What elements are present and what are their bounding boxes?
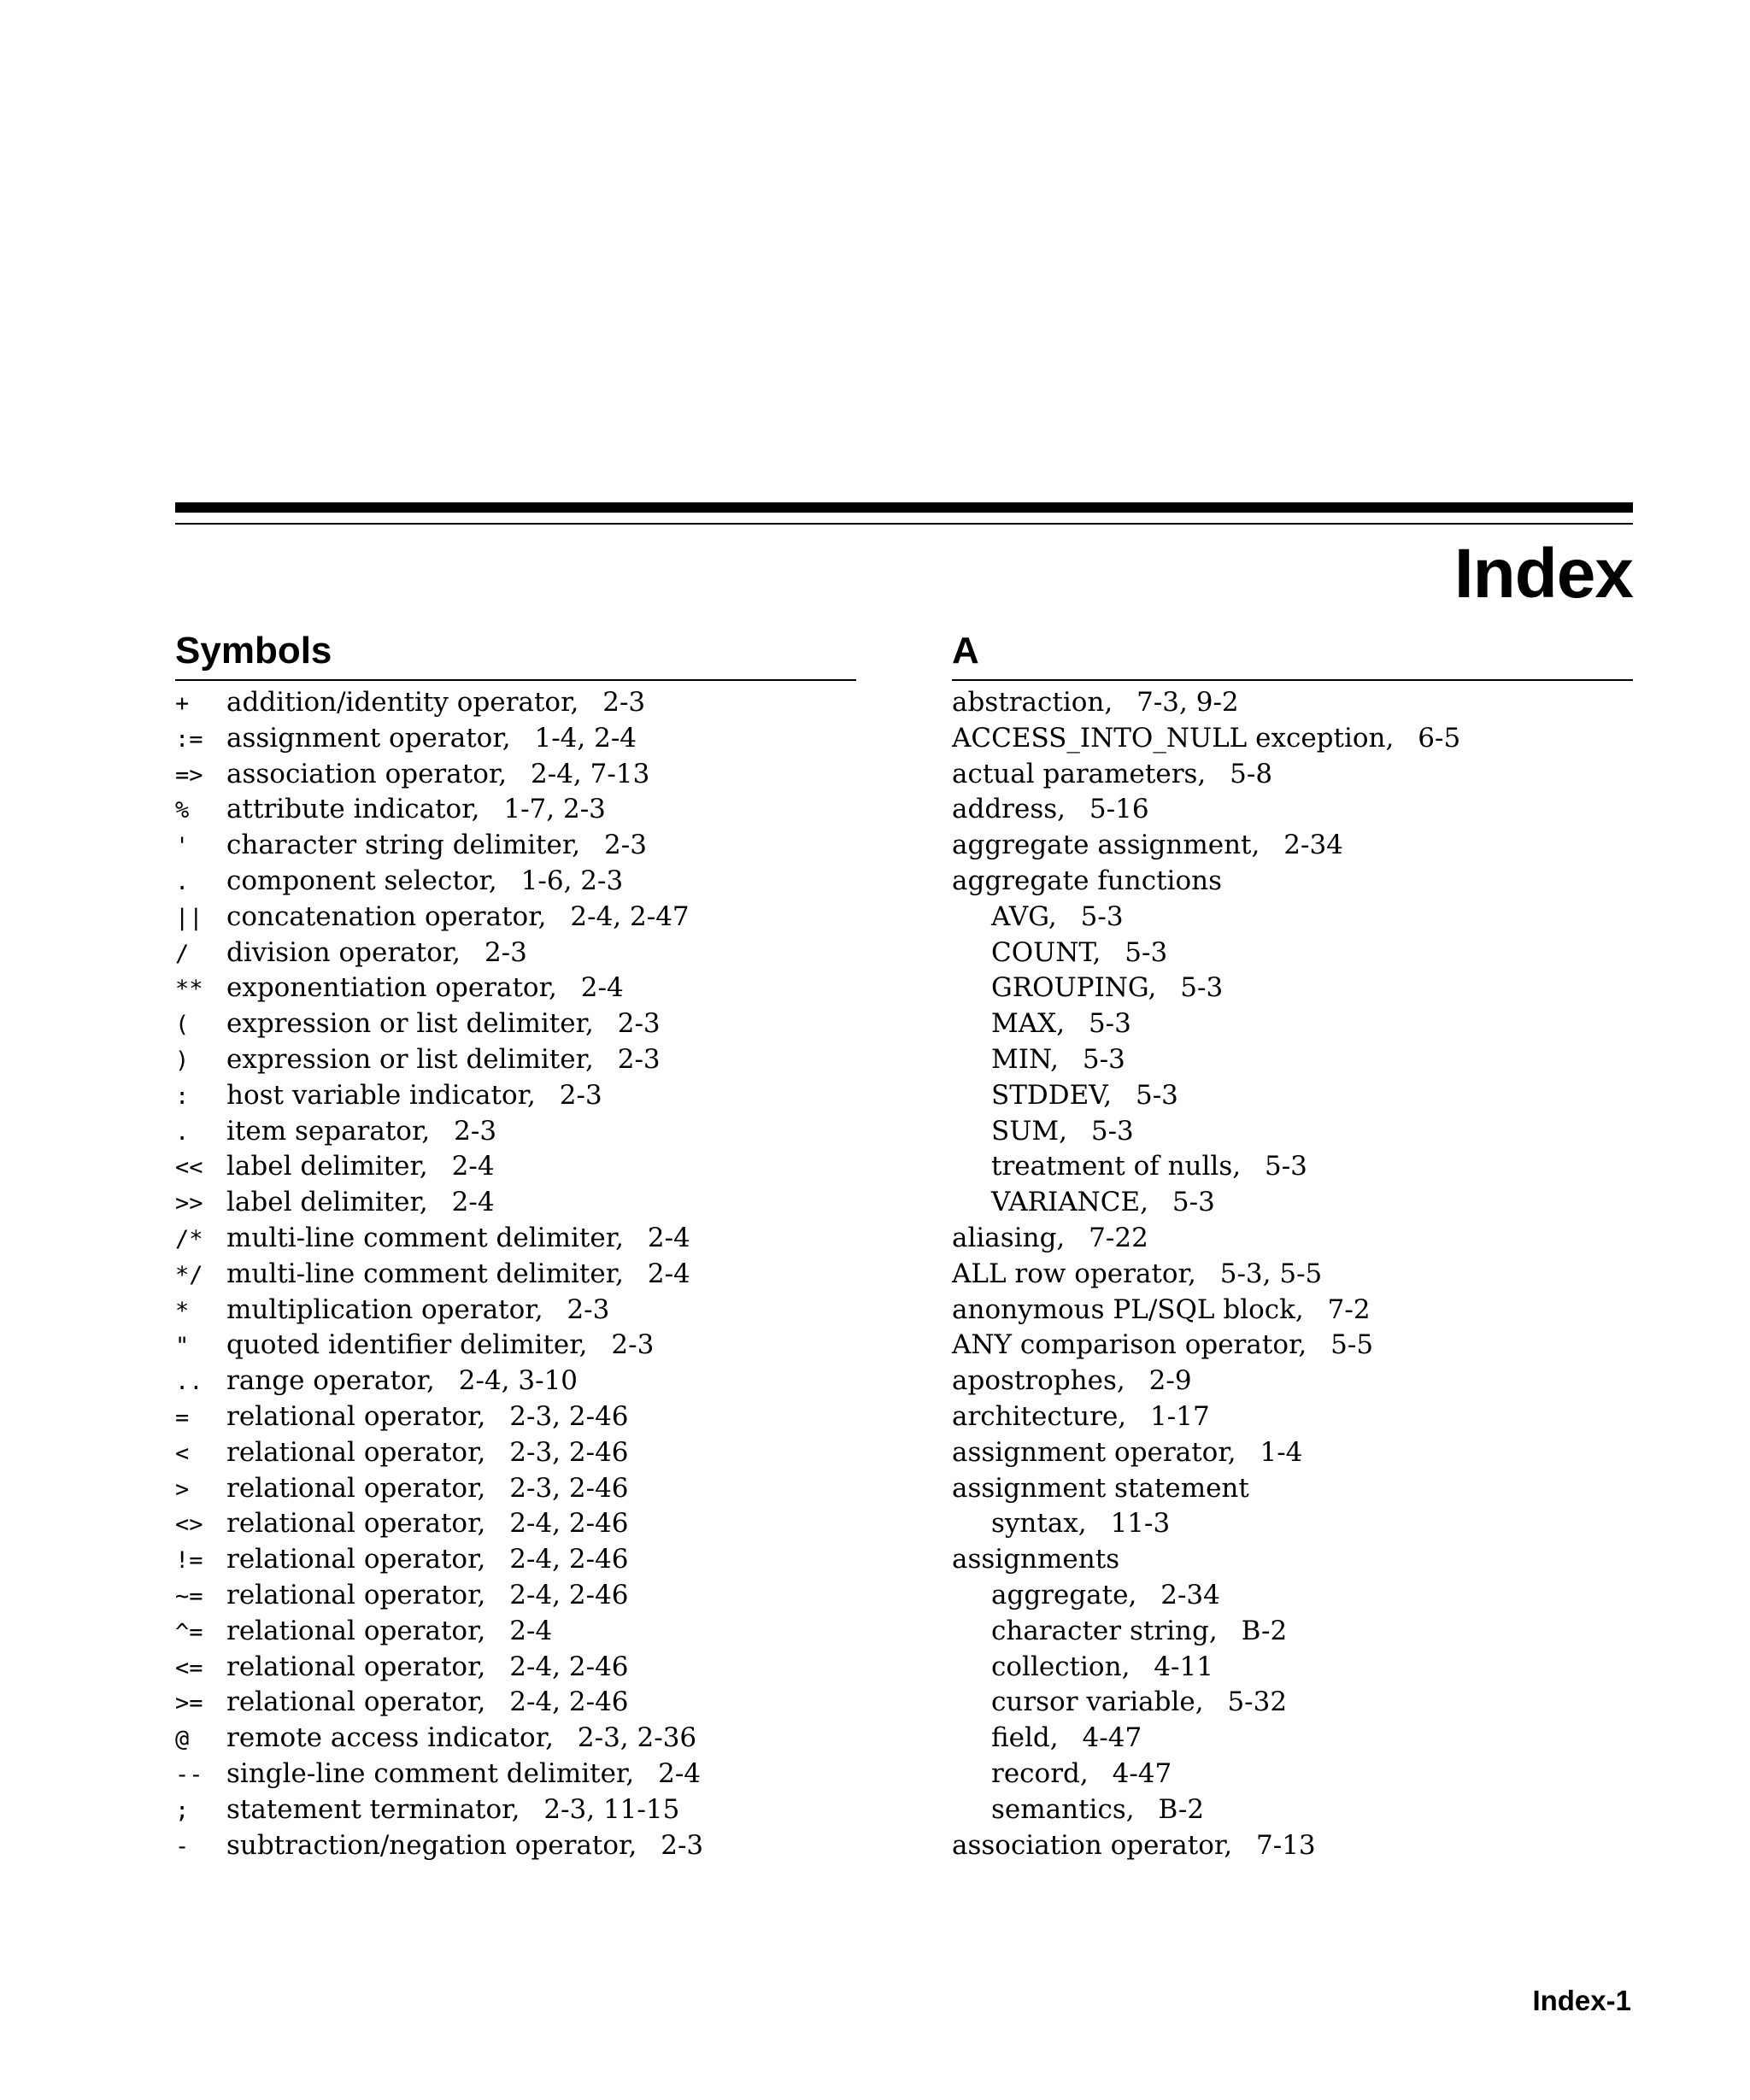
entry-symbol: << xyxy=(175,1154,203,1182)
index-entry xyxy=(175,1506,856,1542)
entry-pages: 5-3 xyxy=(1090,1115,1134,1147)
index-subentry xyxy=(952,1078,1633,1114)
index-entry xyxy=(175,1078,856,1114)
entry-pages: 5-3 xyxy=(1264,1151,1307,1182)
entry-pages: 2-4, 2-46 xyxy=(509,1544,629,1575)
entry-term: character string delimiter, xyxy=(226,830,581,861)
entry-pages: 2-3, 2-46 xyxy=(509,1436,629,1468)
index-entry xyxy=(175,864,856,900)
entry-term: aggregate, xyxy=(991,1579,1137,1610)
entry-pages: 2-4 xyxy=(451,1187,495,1218)
entry-term: label delimiter, xyxy=(226,1151,428,1182)
entry-pages: 2-4 xyxy=(509,1615,553,1646)
index-entry xyxy=(175,1221,856,1257)
entry-term: aggregate assignment, xyxy=(952,830,1260,861)
index-entry xyxy=(952,1471,1633,1507)
entry-pages: 1-4 xyxy=(1260,1436,1303,1468)
entry-term: quoted identifier delimiter, xyxy=(226,1329,588,1361)
index-entry xyxy=(175,792,856,828)
entry-symbol: : xyxy=(175,1082,190,1110)
entry-term: exponentiation operator, xyxy=(226,972,557,1004)
index-subentry xyxy=(952,1114,1633,1150)
entry-pages: 2-3 xyxy=(559,1079,602,1111)
index-entry xyxy=(175,1650,856,1686)
index-entry xyxy=(175,1578,856,1614)
entry-term: relational operator, xyxy=(226,1544,486,1575)
entry-symbol: . xyxy=(175,1118,190,1146)
index-subentry xyxy=(952,1614,1633,1650)
entry-symbol: .. xyxy=(175,1369,203,1396)
entry-term: multi-line comment delimiter, xyxy=(226,1222,624,1253)
entry-term: anonymous PL/SQL block, xyxy=(952,1293,1304,1325)
entry-symbol: ' xyxy=(175,833,190,860)
entry-term: multiplication operator, xyxy=(226,1293,543,1325)
entry-term: architecture, xyxy=(952,1400,1127,1432)
index-subentry xyxy=(952,1185,1633,1221)
entry-term: record, xyxy=(991,1757,1089,1789)
entry-term: MAX, xyxy=(991,1008,1066,1040)
entry-symbol: >> xyxy=(175,1190,203,1217)
section-rule xyxy=(952,679,1633,681)
index-subentry xyxy=(952,1006,1633,1042)
entry-pages: B-2 xyxy=(1241,1615,1288,1646)
index-entry xyxy=(175,685,856,721)
entry-pages: B-2 xyxy=(1158,1793,1205,1825)
index-entry xyxy=(952,721,1633,757)
entry-term: range operator, xyxy=(226,1365,435,1397)
index-entry xyxy=(175,1114,856,1150)
entry-pages: 5-3 xyxy=(1082,1043,1125,1075)
entry-term: attribute indicator, xyxy=(226,794,480,825)
entry-term: host variable indicator, xyxy=(226,1079,536,1111)
index-subentry xyxy=(952,1650,1633,1686)
entry-pages: 2-4 xyxy=(647,1258,690,1289)
entry-term: expression or list delimiter, xyxy=(226,1043,594,1075)
index-entry xyxy=(952,828,1633,864)
entry-pages: 1-4, 2-4 xyxy=(534,722,637,754)
entry-symbol: <> xyxy=(175,1511,203,1539)
entry-pages: 1-6, 2-3 xyxy=(520,865,624,896)
entry-term: aggregate functions xyxy=(952,865,1222,896)
entry-term: assignment operator, xyxy=(952,1436,1236,1468)
entry-pages: 11-3 xyxy=(1110,1508,1171,1540)
entry-term: treatment of nulls, xyxy=(991,1151,1242,1182)
entry-term: STDDEV, xyxy=(991,1079,1113,1111)
index-entry xyxy=(175,1399,856,1435)
entry-pages: 2-3, 2-36 xyxy=(577,1722,697,1754)
entry-term: ANY comparison operator, xyxy=(952,1329,1307,1361)
entry-symbol: > xyxy=(175,1475,190,1503)
entry-term: relational operator, xyxy=(226,1400,486,1432)
index-entry xyxy=(175,1757,856,1792)
entry-term: expression or list delimiter, xyxy=(226,1008,594,1040)
title-rule-thick xyxy=(175,502,1633,513)
entry-pages: 2-3 xyxy=(617,1043,661,1075)
entry-term: aliasing, xyxy=(952,1222,1066,1253)
index-entry xyxy=(952,1221,1633,1257)
index-entry xyxy=(175,1435,856,1471)
entry-symbol: := xyxy=(175,725,203,753)
entry-term: SUM, xyxy=(991,1115,1067,1147)
entry-pages: 5-3 xyxy=(1088,1008,1131,1040)
index-entry xyxy=(175,1721,856,1757)
entry-term: field, xyxy=(991,1722,1059,1754)
entry-pages: 7-2 xyxy=(1327,1293,1371,1325)
a-section xyxy=(952,628,1633,1863)
entry-term: collection, xyxy=(991,1651,1130,1682)
index-entry xyxy=(952,1542,1633,1578)
section-heading-symbols: Symbols xyxy=(175,630,332,672)
entry-term: address, xyxy=(952,794,1066,825)
index-entry xyxy=(175,936,856,971)
index-entry xyxy=(175,1792,856,1828)
index-entry xyxy=(175,721,856,757)
index-entry xyxy=(175,900,856,936)
entry-pages: 2-3 xyxy=(484,936,527,968)
entry-symbol: /* xyxy=(175,1225,203,1252)
index-entry xyxy=(952,685,1633,721)
entry-term: relational operator, xyxy=(226,1436,486,1468)
entry-symbol: */ xyxy=(175,1261,203,1288)
entry-symbol: " xyxy=(175,1333,190,1360)
entry-pages: 2-4, 2-46 xyxy=(509,1651,629,1682)
index-entry xyxy=(175,1364,856,1399)
entry-pages: 2-4, 7-13 xyxy=(531,758,650,789)
entry-pages: 7-3, 9-2 xyxy=(1136,687,1239,718)
page-number: Index-1 xyxy=(1532,1985,1631,2016)
entry-symbol: % xyxy=(175,797,190,824)
entry-symbol: . xyxy=(175,868,190,895)
entry-term: item separator, xyxy=(226,1115,431,1147)
entry-term: MIN, xyxy=(991,1043,1059,1075)
entry-pages: 5-32 xyxy=(1227,1686,1288,1718)
entry-symbol: / xyxy=(175,940,190,967)
entry-pages: 2-4 xyxy=(451,1151,495,1182)
index-subentry xyxy=(952,1721,1633,1757)
entry-pages: 2-34 xyxy=(1160,1579,1220,1610)
entry-term: apostrophes, xyxy=(952,1365,1125,1397)
index-entry xyxy=(175,1006,856,1042)
index-entry xyxy=(175,1685,856,1721)
entry-term: single-line comment delimiter, xyxy=(226,1757,635,1789)
index-subentry xyxy=(952,971,1633,1006)
symbols-entry-list xyxy=(175,685,856,1863)
index-entry xyxy=(175,1185,856,1221)
entry-pages: 2-3 xyxy=(602,687,646,718)
entry-term: relational operator, xyxy=(226,1472,486,1504)
entry-term: AVG, xyxy=(991,900,1057,932)
entry-pages: 2-4, 3-10 xyxy=(458,1365,578,1397)
entry-pages: 2-4, 2-46 xyxy=(509,1686,629,1718)
entry-pages: 4-47 xyxy=(1112,1757,1172,1789)
index-subentry xyxy=(952,1506,1633,1542)
entry-term: semantics, xyxy=(991,1793,1135,1825)
entry-symbol: < xyxy=(175,1440,190,1467)
entry-pages: 2-3, 2-46 xyxy=(509,1400,629,1432)
index-entry xyxy=(952,1328,1633,1364)
entry-pages: 2-3 xyxy=(617,1008,661,1040)
entry-term: COUNT, xyxy=(991,936,1101,968)
entry-term: subtraction/negation operator, xyxy=(226,1829,637,1861)
entry-pages: 2-3, 11-15 xyxy=(543,1793,680,1825)
entry-term: assignments xyxy=(952,1544,1120,1575)
index-entry xyxy=(175,1042,856,1078)
entry-symbol: >= xyxy=(175,1690,203,1717)
index-subentry xyxy=(952,936,1633,971)
entry-pages: 5-3 xyxy=(1125,936,1168,968)
index-subentry xyxy=(952,1685,1633,1721)
entry-pages: 1-7, 2-3 xyxy=(503,794,606,825)
entry-symbol: ** xyxy=(175,976,203,1003)
index-entry xyxy=(175,1471,856,1507)
entry-term: division operator, xyxy=(226,936,461,968)
entry-symbol: || xyxy=(175,904,203,931)
index-entry xyxy=(952,1435,1633,1471)
index-entry xyxy=(175,1614,856,1650)
entry-term: concatenation operator, xyxy=(226,900,547,932)
entry-pages: 2-4 xyxy=(647,1222,690,1253)
entry-pages: 5-3 xyxy=(1080,900,1124,932)
entry-term: relational operator, xyxy=(226,1615,486,1646)
entry-term: VARIANCE, xyxy=(991,1187,1148,1218)
entry-pages: 2-3, 2-46 xyxy=(509,1472,629,1504)
entry-term: association operator, xyxy=(952,1829,1233,1861)
entry-pages: 4-11 xyxy=(1154,1651,1213,1682)
entry-term: ALL row operator, xyxy=(952,1258,1196,1289)
entry-pages: 2-9 xyxy=(1148,1365,1192,1397)
section-rule xyxy=(175,679,856,681)
index-entry xyxy=(952,792,1633,828)
entry-pages: 2-4 xyxy=(580,972,624,1004)
entry-pages: 2-4, 2-47 xyxy=(570,900,690,932)
entry-pages: 2-3 xyxy=(567,1293,610,1325)
a-entry-list xyxy=(952,685,1633,1863)
index-entry xyxy=(175,828,856,864)
index-entry xyxy=(952,1257,1633,1293)
entry-term: syntax, xyxy=(991,1508,1087,1540)
index-entry xyxy=(175,1257,856,1293)
entry-pages: 5-8 xyxy=(1230,758,1273,789)
entry-symbol: + xyxy=(175,690,190,717)
entry-term: statement terminator, xyxy=(226,1793,520,1825)
index-entry xyxy=(952,1399,1633,1435)
entry-term: character string, xyxy=(991,1615,1218,1646)
entry-pages: 2-34 xyxy=(1283,830,1343,861)
entry-pages: 2-4 xyxy=(658,1757,702,1789)
entry-symbol: ~= xyxy=(175,1582,203,1610)
index-entry xyxy=(952,1364,1633,1399)
index-subentry xyxy=(952,1757,1633,1792)
entry-symbol: ; xyxy=(175,1797,190,1824)
entry-symbol: = xyxy=(175,1404,190,1431)
entry-term: remote access indicator, xyxy=(226,1722,554,1754)
entry-term: abstraction, xyxy=(952,687,1113,718)
entry-symbol: ( xyxy=(175,1012,190,1039)
page-title: Index xyxy=(1453,535,1633,613)
entry-term: label delimiter, xyxy=(226,1187,428,1218)
entry-pages: 2-4, 2-46 xyxy=(509,1579,629,1610)
entry-term: assignment operator, xyxy=(226,722,511,754)
index-entry xyxy=(175,1542,856,1578)
entry-term: multi-line comment delimiter, xyxy=(226,1258,624,1289)
entry-term: GROUPING, xyxy=(991,972,1157,1004)
entry-term: association operator, xyxy=(226,758,508,789)
entry-symbol: != xyxy=(175,1547,203,1575)
entry-term: component selector, xyxy=(226,865,497,896)
entry-pages: 5-3 xyxy=(1135,1079,1178,1111)
index-subentry xyxy=(952,900,1633,936)
entry-pages: 2-3 xyxy=(661,1829,704,1861)
index-entry xyxy=(175,1149,856,1185)
entry-pages: 2-3 xyxy=(604,830,647,861)
entry-pages: 2-3 xyxy=(611,1329,655,1361)
entry-pages: 7-13 xyxy=(1256,1829,1316,1861)
index-subentry xyxy=(952,1042,1633,1078)
index-entry xyxy=(175,757,856,793)
index-subentry xyxy=(952,1792,1633,1828)
entry-symbol: * xyxy=(175,1297,190,1324)
entry-term: assignment statement xyxy=(952,1472,1249,1504)
entry-pages: 2-3 xyxy=(454,1115,497,1147)
index-entry xyxy=(952,864,1633,900)
title-rule-thin xyxy=(175,523,1633,525)
entry-symbol: -- xyxy=(175,1761,203,1788)
entry-term: relational operator, xyxy=(226,1579,486,1610)
entry-symbol: ^= xyxy=(175,1618,203,1645)
index-entry xyxy=(175,1828,856,1864)
entry-pages: 6-5 xyxy=(1418,722,1461,754)
entry-pages: 5-3 xyxy=(1172,1187,1215,1218)
symbols-section xyxy=(175,628,856,1863)
entry-term: cursor variable, xyxy=(991,1686,1204,1718)
entry-term: actual parameters, xyxy=(952,758,1207,789)
entry-term: addition/identity operator, xyxy=(226,687,579,718)
entry-pages: 1-17 xyxy=(1150,1400,1210,1432)
entry-pages: 5-5 xyxy=(1330,1329,1374,1361)
entry-term: ACCESS_INTO_NULL exception, xyxy=(952,722,1395,754)
entry-symbol: <= xyxy=(175,1654,203,1681)
entry-pages: 5-16 xyxy=(1089,794,1149,825)
entry-term: relational operator, xyxy=(226,1651,486,1682)
index-entry xyxy=(175,1293,856,1329)
entry-symbol: ) xyxy=(175,1047,190,1074)
entry-pages: 5-3 xyxy=(1180,972,1224,1004)
index-entry xyxy=(175,1328,856,1364)
index-entry xyxy=(175,971,856,1006)
index-entry xyxy=(952,1293,1633,1329)
index-entry xyxy=(952,757,1633,793)
entry-pages: 4-47 xyxy=(1082,1722,1142,1754)
entry-term: relational operator, xyxy=(226,1508,486,1540)
entry-pages: 2-4, 2-46 xyxy=(509,1508,629,1540)
entry-pages: 5-3, 5-5 xyxy=(1219,1258,1323,1289)
index-entry xyxy=(952,1828,1633,1864)
entry-term: relational operator, xyxy=(226,1686,486,1718)
index-subentry xyxy=(952,1578,1633,1614)
entry-symbol: @ xyxy=(175,1726,190,1753)
entry-pages: 7-22 xyxy=(1089,1222,1148,1253)
index-subentry xyxy=(952,1149,1633,1185)
entry-symbol: - xyxy=(175,1833,190,1860)
entry-symbol: => xyxy=(175,761,203,789)
section-heading-a: A xyxy=(952,630,979,672)
